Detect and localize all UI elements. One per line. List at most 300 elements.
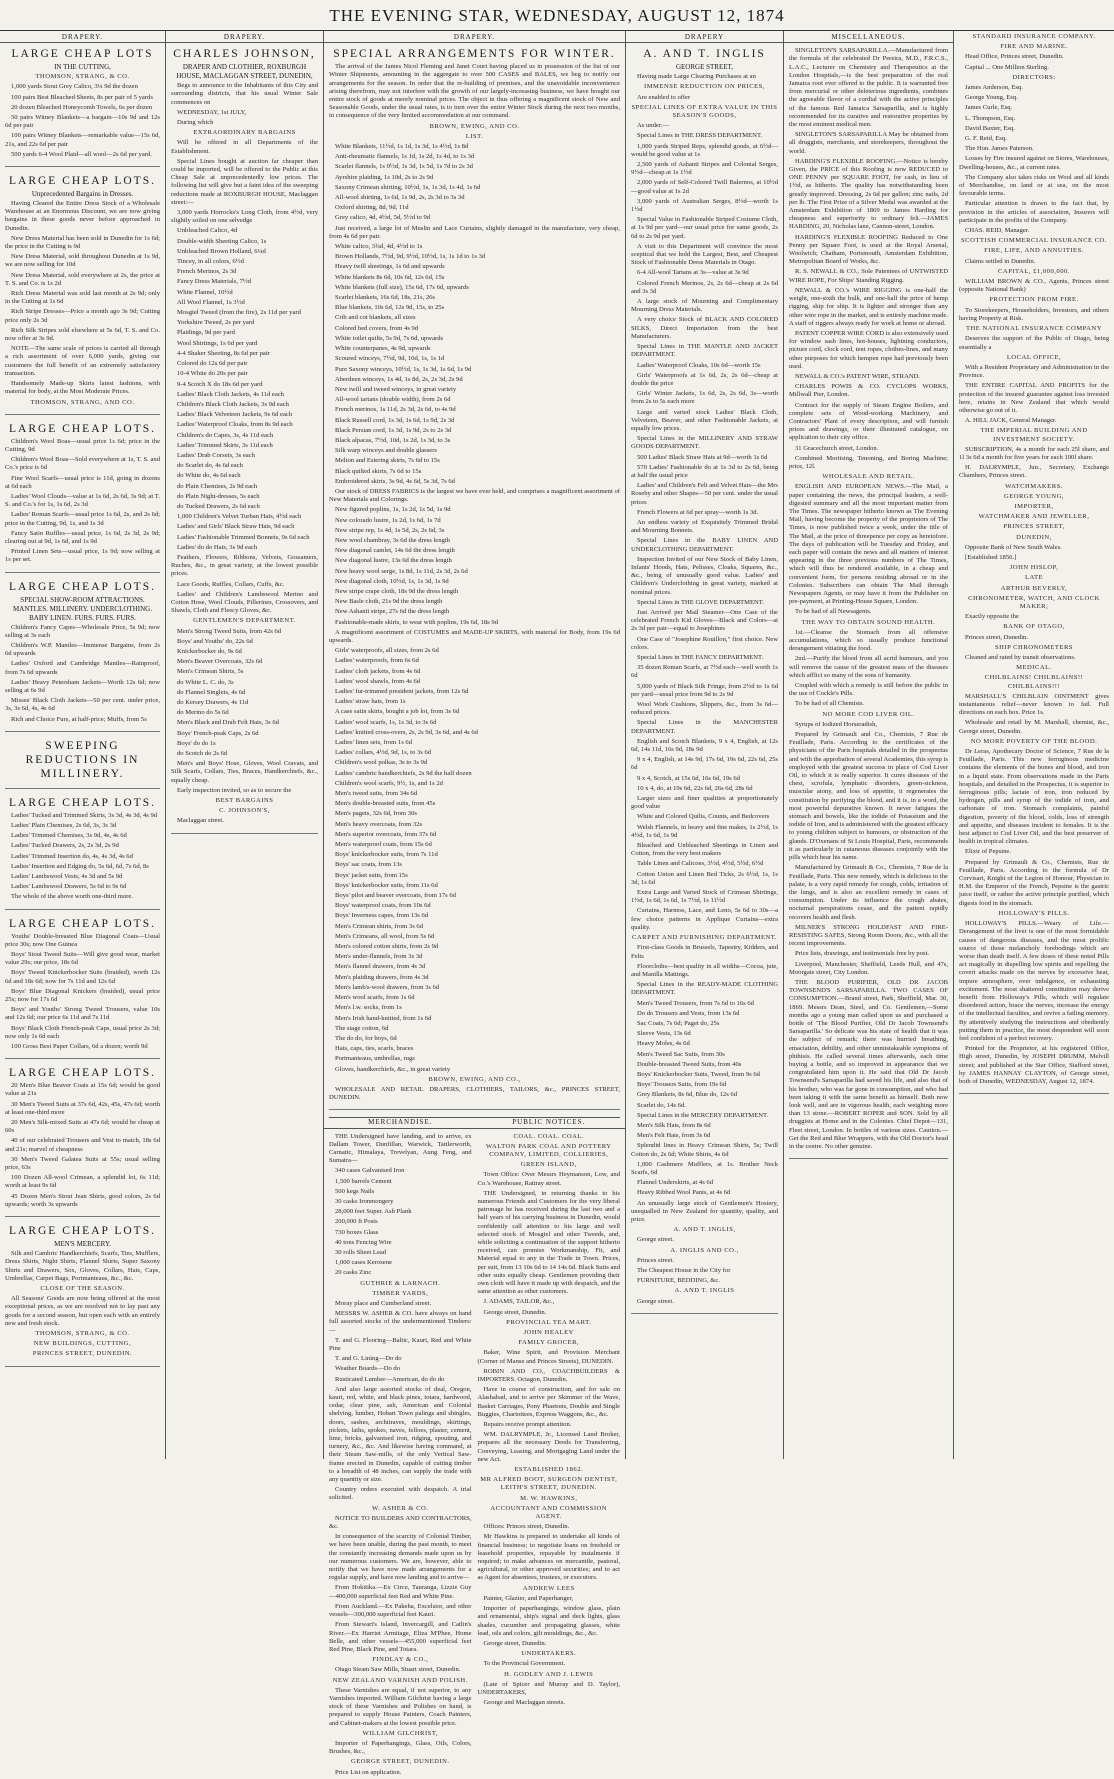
ad-line: IMMENSE REDUCTION ON PRICES,: [644, 83, 765, 91]
lower-right-section: [478, 1118, 621, 1778]
ad-line: Mosgiel Tweed (from the fire), 2s 11d per yard: [177, 309, 301, 317]
ad-line: Grey calico, 4d, 4½d, 5d, 5½d to 9d: [335, 214, 431, 222]
ad-line: IMPORTER,: [1014, 502, 1054, 510]
ad-line: 45 Dozen Men's Stout Jean Shirts, good colors, 2s 6d upwards; worth 3s upwards: [5, 1192, 160, 1208]
ad-line: Boys' jacket suits, from 15s: [335, 871, 408, 879]
ad-line: Rusticated Lumber—American, do do do: [335, 1375, 445, 1383]
ad-line: White toilet quilts, 5s 9d, 7s 6d, upwards: [335, 334, 444, 342]
ad-line: 28,000 feet Super. Ash Plank: [335, 1208, 412, 1216]
ad-title: SPECIAL ARRANGEMENTS FOR WINTER.: [333, 48, 616, 61]
ad-line: French merinos, 1s 11d, 2s 3d, 2s 6d, to 4s 9d: [335, 406, 456, 414]
ad-line: Unbleached Calico, 4d: [177, 227, 238, 235]
ad-line: Wool Shirtings, 1s 6d per yard: [177, 339, 258, 347]
ad-line: H. DALRYMPLE, Jun., Secretary, Exchange Chambers, Princes street.: [959, 464, 1109, 480]
ad-line: Heavy Ribbed Wool Pants, at 4s 6d: [637, 1189, 731, 1197]
ad-line: Painter, Glazier, and Paperhanger,: [483, 1594, 574, 1602]
ad-line: UNDERTAKERS.: [521, 1650, 577, 1658]
ad-line: 20 Men's Silk-mixed Suits at 47s 6d; would be cheap at 60s: [5, 1119, 160, 1135]
ad-line: As under:—: [637, 122, 670, 130]
ad-line: To the Provincial Government.: [483, 1660, 566, 1668]
ad-line: First-class Goods in Brussels, Tapestry, Kidders, and Felts: [631, 944, 778, 960]
ad-body: [789, 47, 948, 1151]
ad-line: George Young, Esq.: [965, 94, 1018, 102]
ad-line: 10-4 White do 20s per pair: [177, 370, 248, 378]
ad-line: Silk and Cambric Handkerchiefs, Scarfs, Ties, Mufflers, Dress Shirts, Night Shirts, Flannel Shirts, Super Saxony Shirts and Drawers, Sox, Gloves, Collars, Hats, Caps, Umbrellas, Carpet Bags, Portmanteaus, &c., &c.: [5, 1250, 160, 1282]
ad-line: From Hokitika.—Ex Circe, Tauranga, Lizzie Guy—400,000 superficial feet Red and White Pine.: [329, 1584, 472, 1600]
ad-line: Special Lines in THE GLOVE DEPARTMENT.: [637, 598, 764, 606]
ad-line: 2,000 yards of Self-Colored Twill Balernos, at 10½d—good value at 1s 2d: [631, 179, 778, 195]
ad-line: A. INGLIS AND CO.,: [670, 1246, 739, 1254]
ad-line: Men's colored cotton shirts, from 2s 9d: [335, 943, 439, 951]
ad-line: New twill and tweed winceys, in great variety: [335, 385, 457, 393]
ad-line: Portmanteaus, umbrellas, rugs: [335, 1055, 415, 1063]
ad-line: C. JOHNSON'S,: [219, 807, 270, 815]
ad-line: 9 x 4, Scotch, at 15s 6d, 16s 6d, 19s 6d: [637, 774, 740, 782]
ad-line: Hats, caps, ties, scarfs, braces: [335, 1045, 414, 1053]
ad-line: Larger sizes and finer qualities at proportionately good value: [631, 795, 778, 811]
ad-line: GENTLEMEN'S DEPARTMENT.: [193, 617, 296, 625]
ad-line: Children's wool scarfs, 9½, 1s, and 1s 2d: [335, 779, 443, 787]
ad-line: H. GODLEY AND J. LEWIS: [504, 1670, 594, 1678]
ad-line: Men's under-flannels, from 3s 3d: [335, 953, 423, 961]
ad-line: J. ADAMS, TAILOR, &c.,: [483, 1298, 555, 1306]
ad-line: Cotton Union and Linen Bed Ticks, 2s 6½d, 1s, 1s 3d, 1s 6d: [631, 870, 778, 886]
ad-subtitle: DRAPER AND CLOTHIER, ROXBURGH HOUSE, MACLAGGAN STREET, DUNEDIN,: [176, 63, 313, 81]
ad-line: THOMSON, STRANG, & CO.: [35, 1329, 130, 1337]
ad-line: Baker, Wine Spirit, and Provision Merchant (Corner of Manse and Princes Streets), DUNEDIN.: [477, 1349, 620, 1365]
ad-line: Sleeve Vests, 13s 6d: [637, 1030, 691, 1038]
advertisement: [5, 1224, 160, 1366]
ad-line: Capital ... One Million Sterling.: [965, 63, 1049, 71]
ad-line: Begs to announce to the Inhabitants of this City and surrounding districts, that his usual Winter Sale commences on: [171, 82, 318, 106]
ad-line: Boys' Trousers Suits, from 19s 6d: [637, 1081, 727, 1089]
ad-line: Boys' Black Cloth French-peak Caps, usual price 2s 3d; now only 1s 6d each: [5, 1024, 160, 1040]
ad-line: FIRE, LIFE, AND ANNUITIES.: [984, 247, 1084, 255]
ad-line: MILNER'S STRONG HOLDFAST AND FIRE-RESISTING SAFES, Strong Room Doors, &c., with all the recent improvements.: [789, 923, 948, 948]
ad-line: do White do, 4s 6d each: [177, 472, 241, 480]
ad-line: do Tucked Drawers, 2s 6d each: [177, 502, 260, 510]
ad-line: Ladies' wool shawls, from 4s 6d: [335, 677, 421, 685]
ad-line: Aberdeen winceys, 1s 4d, 1s 8d, 2s, 2s 3d, 2s 9d: [335, 375, 463, 383]
ad-line: Special Lines in the READY-MADE CLOTHING DEPARTMENT.: [631, 981, 778, 997]
ad-line: Men's l.w. socks, from 1s: [335, 1004, 402, 1012]
ad-body: [5, 438, 160, 565]
ad-line: NEW BUILDINGS, CUTTING,: [33, 1340, 132, 1348]
ad-line: Ladies' straw hats, from 1s: [335, 698, 406, 706]
ad-line: George street.: [637, 1297, 674, 1305]
ad-line: 4-4 Shaker Sheeting, 8s 6d per pair: [177, 349, 270, 357]
ad-line: All Wool Flannel, 1s 3½d: [177, 298, 245, 306]
ad-line: Children's do Capes, 3s, 4s 11d each: [177, 431, 274, 439]
ad-line: Men's double-breasted suits, from 45s: [335, 800, 436, 808]
ad-line: Exactly opposite the: [965, 613, 1019, 621]
ad-line: CHARLES POWIS & CO. CYCLOPS WORKS, Millwall Pier, London.: [789, 383, 948, 399]
ad-line: Men's Black and Drab Felt Hats, 3s 6d: [177, 719, 279, 727]
ad-line: HOLLOWAY'S PILLS.: [998, 909, 1070, 917]
ad-line: 31 Gracechurch street, London.: [795, 444, 879, 452]
ad-line: NEWALL & CO.'s PATENT WIRE, STRAND.: [795, 372, 921, 380]
ad-line: GREEN ISLAND,: [520, 1161, 577, 1169]
column-1: [0, 31, 166, 1459]
advertisement: [789, 47, 948, 1159]
ad-line: Boys' sac coats, from 13s: [335, 861, 402, 869]
ad-line: Men's Crimeans, all wool, from 5s 6d: [335, 932, 435, 940]
ad-line: Particular attention is drawn to the fact that, by provision in the articles of association, Insurers will participate in the profits of the Company.: [959, 200, 1109, 224]
ad-line: All Seasons' Goods are now being offered at the most exceptional prices, as we are resolved not to lay past any goods for a second season, but open each with an entirely new and fresh stock.: [5, 1295, 160, 1327]
ad-line: do Plain Night-dresses, 5s each: [177, 492, 260, 500]
ad-line: THE Undersigned have landing, and to arrive, ex Dallam Tower, Dunfillan, Warwick, Tattlerworth, Carnatic, Himalaya, Trevelyan, Aung Feng, and Sumatra—: [329, 1132, 472, 1165]
ad-line: Children's W.P. Mantles—Immense Bargains, from 2s 6d upwards: [5, 641, 160, 658]
ad-line: 5,000 yards of Black Silk Fringe, from 2½d to 1s 6d per yard—usual price from 9d to 2s 9d: [631, 682, 778, 698]
ad-line: Head Office, Princes street, Dunedin.: [965, 53, 1064, 61]
ad-line: do Merino do 5s 6d: [177, 709, 229, 717]
ad-line: New stripe rep, 1s 4d, 1s 5d, 2s, 2s 6d, 3s: [335, 526, 445, 534]
ad-line: HARDING'S FLEXIBLE ROOFING Reduced to One Penny per Square Foot, is used at the Royal Arsenal, Woolwich; Chatham, Portsmouth, Amsterdam Exhibition, Metropolitan Board of Works, &c.: [789, 233, 948, 266]
ad-line: 3,000 yards of Australian Serges, 8½d—worth 1s 1½d: [631, 197, 778, 214]
ad-line: Men's Crimean Shirts, 5s: [177, 668, 244, 676]
ad-line: Ladies' cambric handkerchiefs, 2s 9d the half dozen: [335, 769, 472, 777]
ad-line: THE BLOOD PURIFIER, OLD DR JACOB TOWNSEND'S SARSAPARILLA. TWO CASES OF CONSUMPTION.—Brand street, Park, Sheffield, Mar. 30, 1869. Messrs Dean, Steel, and Co. Gentlemen,—Some months ago a young man called upon us and purchased a bottle of 'The Blood Purifier, Old Dr Jacob Townsend's Sarsaparilla.' So delicate was his state of health that it was the subject of remark; there was hurried breathing, emaciation, debility, and other unmistakeable symptoms of phthisis. He called several times afterwards, each time buying a bottle, and so improved in appearance that we congratulated him upon it. He said that Old Dr Jacob Townsend's Sarsaparilla had saved his life, and also that of his brother, who was far gone in consumption, and who had been taking it with the same benefit as himself. Both now look well, and are in vigorous health, each weighing more than 13 stone.—ROBERT ROPER and SON. Sold by all druggists at Home and in the Colonies. Chief Depot—131, Fleet street, London. In bottles of various sizes. Caution.—Get the Red and Blue Wrappers, with the Old Doctor's head in the centre. No other genuine.: [789, 978, 948, 1150]
ad-line: NO MORE COD LIVER OIL.: [822, 710, 915, 718]
ad-line: The arrival of the James Nicol Fleming and Janet Court having placed us in possession of the list of our Winter Shipments, amounting in the aggregate to over 500 CASES and BALES, we beg to notify our arrangements for the season. In order that the re-building of premises, and the unavoidable inconvenience arising therefrom, may not interfere with the growth of our largely-increasing business, we have bought our entire stock of goods at merely nominal prices. The object in thus offering a magnificent stock of New and Seasonable Goods, under the usual rates, is to turn over the entire Winter Stock during the next two months, in consequence of the very limited accommodation at our command.: [329, 63, 620, 120]
ad-line: George street, Dunedin.: [483, 1308, 547, 1316]
ad-title: LARGE CHEAP LOTS.: [9, 917, 156, 930]
ad-line: Cleaned and rated by transit observations.: [965, 654, 1076, 661]
ad-line: A visit to this Department will convince the most sceptical that we hold the Largest, Best, and Cheapest Stock of Fashionable Dress Materials in Otago.: [631, 242, 778, 267]
ad-line: Early inspection invited, so as to secure the: [177, 786, 292, 794]
ad-line: 50 pairs Witney Blankets—a bargain—10s 9d and 12s 6d per pair: [5, 114, 160, 130]
ad-line: Feathers, Flowers, Ribbons, Velvets, Gossamers, Ruches, &c., in great variety, at the lowest possible prices.: [171, 553, 318, 578]
ad-line: [Established 1856.]: [965, 553, 1017, 561]
ad-line: Colored French Merinos, 2s, 2s 6d—cheap at 2s 6d and 3s 3d: [631, 279, 778, 295]
ad-line: Do do Trousers and Vests, from 13s 6d: [637, 1009, 740, 1017]
ad-line: Price lists, drawings, and testimonials free by post.: [795, 950, 930, 958]
ad-line: In consequence of the scarcity of Colonial Timber, we have been unable, during the past month, to meet the constantly increasing demands made upon us by our numerous customers. We are, however, able to notify that we have now made arrangements for a regular supply, and have now landing and to arrive—: [329, 1533, 472, 1582]
ad-title: LARGE CHEAP LOTS.: [9, 175, 156, 188]
ad-line: 1,000 yards Striped Reps, splendid goods, at 6½d—would be good value at 1s: [631, 142, 778, 158]
ad-line: An endless variety of Exquisitely Trimmed Bridal and Mourning Bonnets.: [631, 518, 778, 535]
advertisement: [5, 1066, 160, 1217]
ad-line: CLOSE OF THE SEASON.: [40, 1284, 125, 1292]
ad-title: LARGE CHEAP LOTS.: [9, 580, 156, 593]
ad-line: 10 x 4, do, at 19s 6d, 22s 6d, 26s 6d, 28s 6d: [637, 784, 753, 792]
ad-line: Children's wool polkas, 3s to 3s 9d: [335, 759, 428, 767]
ad-line: LIST.: [465, 132, 484, 140]
ad-line: THE NATIONAL INSURANCE COMPANY: [966, 325, 1102, 333]
column-heading: MISCELLANEOUS.: [784, 33, 953, 43]
ad-line: A. HILL JACK, General Manager.: [965, 417, 1057, 425]
ad-line: Yorkshire Tweed, 2s per yard: [177, 319, 255, 327]
ad-line: WATCHMAKERS.: [1005, 482, 1063, 490]
ad-line: New wool chambray, 3s 6d the dress length: [335, 536, 450, 544]
ad-line: White counterpanes, 4s 9d, upwards: [335, 345, 431, 353]
ad-line: Ladies' Tucked Drawers, 2s, 2s 3d, 2s 9d: [11, 842, 119, 850]
ad-line: Ladies' and Girls' Black Straw Hats, 9d each: [177, 523, 295, 531]
ad-body: [5, 1082, 160, 1209]
ad-line: New Dress Material has been sold in Dunedin for 1s 6d; the price in the Cutting is 9d: [5, 234, 160, 251]
ad-line: Rich Silk Stripes sold elsewhere at 5s 6d, T. S. and Co. now offer at 3s 9d.: [5, 326, 160, 343]
ad-line: 40 of our celebrated Trousers and Vest to match, 18s 6d and 21s; marvel of cheapness: [5, 1137, 160, 1153]
ad-line: 6-4 All-wool Tartans at 3s—value at 3s 9d: [637, 269, 749, 277]
advertisement: [5, 796, 160, 910]
ad-line: GUTHRIE & LARNACH.: [360, 1279, 441, 1287]
ad-line: 30 Men's Tweed Suits at 37s 6d, 42s, 45s, 47s 6d; worth at least one-third more: [5, 1100, 160, 1116]
ad-line: Tincey, in all colors, 6½d: [177, 258, 244, 266]
ad-line: Weather Boards—Do do: [335, 1365, 401, 1373]
ad-line: Anti-rheumatic flannels, 1s 1d, 1s 2d, 1s 4d, to 1s 3d: [335, 153, 475, 161]
ad-line: Princes street, Dunedin.: [965, 633, 1028, 641]
ad-line: Men's waterproof coats, from 15s 6d: [335, 841, 432, 849]
ad-line: Ladies' wool scarfs, 1s, 1s 3d, to 3s 6d: [335, 718, 437, 726]
ad-line: 500 Ladies' Black Straw Hats at 9d—worth 1s 6d: [637, 453, 768, 461]
advertisement: [5, 422, 160, 573]
ad-line: WILLIAM BROWN & CO., Agents, Princes street (opposite National Bank): [959, 278, 1109, 294]
ad-line: do Scotch do 2s 6d: [177, 750, 228, 758]
ad-line: 1,000 Children's Velvet Turban Hats, 4½d each: [177, 513, 302, 521]
ad-line: JOHN HEALEY: [523, 1329, 574, 1336]
ad-line: New Basle cloth, 21s 9d the dress length: [335, 598, 443, 606]
ad-line: Table Linen and Calicoes, 3½d, 4½d, 5½d, 6½d: [637, 860, 764, 868]
ad-line: 100 pairs Witney Blankets—remarkable value—15s 6d, 21s, and 22s 6d per pair: [5, 132, 160, 148]
ad-line: Combined Mortising, Tenoning, and Boring Machine; price, 12l.: [789, 454, 948, 470]
ad-line: Ladies' Insertion and Edging do, 5s 6d, 6d, 7s 6d, 8s: [11, 862, 149, 870]
ad-line: 1,000 Cashmere Mufflers, at 1s. Brother Neck Scarfs, 6d: [631, 1160, 778, 1176]
ad-line: Boys' Stout Tweed Suits—Will give good wear, market value 29s; our price, 18s 6d: [5, 951, 160, 967]
ad-line: Welsh Flannels, in heavy and fine makes, 1s 2½d, 1s 4½d, 1s 6d, 1s 9d: [631, 823, 778, 839]
ad-line: Ladies' Trimmed Insertion do, 4s, 4s 3d, 4s 6d: [11, 852, 133, 860]
ad-line: To be had of all Chemists.: [795, 700, 865, 708]
ad-line: 30 Men's Tweed Galatea Suits at 55s; usual selling price, 63s: [5, 1155, 160, 1172]
ad-line: Ladies' Lambswool Vests, 4s 3d and 5s 9d: [11, 873, 123, 880]
ad-line: White Blankets, 11½d, 1s 1d, 1s 3d, 1s 4½d, 1s 8d: [335, 143, 469, 151]
advertisement: [171, 47, 318, 833]
ad-line: 1,000 yards Stout Grey Calico, 3¼ 9d the dozen: [11, 83, 138, 91]
ad-line: Scarlet blankets, 16s 6d, 18s, 21s, 26s: [335, 294, 435, 302]
ad-line: BANK OF OTAGO,: [1003, 623, 1065, 631]
ad-line: With a Resident Proprietary and Administration in the Province.: [959, 363, 1109, 380]
ad-line: Pure Saxony winceys, 10½d, 1s, 1s 3d, 1s 6d, 1s 9d: [335, 365, 472, 373]
ad-body: [5, 73, 160, 159]
ad-line: Scarlet flannels, 1s 0½d, 1s 3d, 1s 5d, 1s 7d to 2s 3d: [335, 163, 473, 171]
ad-title: LARGE CHEAP LOTS.: [9, 422, 156, 435]
ad-line: Plaidings, 9d per yard: [177, 329, 235, 337]
ad-line: THE ENTIRE CAPITAL AND PROFITS for the protection of the insured guarantee against loss invested here, retains in New Zealand that which would otherwise go out of it.: [959, 382, 1109, 414]
ad-line: Men's flannel drawers, from 4s 3d: [335, 963, 426, 971]
advertisement: [5, 174, 160, 415]
ad-line: New colorado lustre, 1s 2d, 1s 6d, 1s 7d: [335, 516, 441, 524]
ad-line: CAPITAL, £1,000,000.: [998, 267, 1070, 275]
ad-line: WATCHMAKER AND JEWELLER,: [978, 513, 1090, 521]
ad-line: Girls' Waterproofs at 1s 6d, 2s, 2s 6d—cheap at double the price: [631, 371, 778, 387]
ad-line: Girls' Winter Jackets, 1s 6d, 2s, 2s 6d, 3s—worth from 2s to 5s each more: [631, 390, 778, 406]
ad-line: Having made Large Clearing Purchases at an: [637, 73, 756, 81]
ad-line: Boys' Blue Diagonal Knickers (braided), usual price 25s; now for 17s 6d: [5, 987, 160, 1004]
ad-body: [171, 82, 318, 825]
ad-body: [5, 1250, 160, 1358]
ad-line: Embroidered skirts, 3s 9d, 4s 6d, 5s 3d, 7s 6d: [335, 477, 455, 485]
ad-line: Rich Dress Material was sold last month at 2s 9d; only in the Cutting at 1s 6d: [5, 290, 160, 306]
ad-line: WM. DALRYMPLE, Jr., Licensed Land Broker, prepares all the necessary Deeds for Transferring, Conveying, Leasing, and Mortgaging Land under the new Act.: [477, 1431, 620, 1463]
lower-left-section: [329, 1118, 472, 1778]
ad-line: Black alpacas, 7½d, 10d, 1s 2d, 1s 3d, to 3s: [335, 436, 451, 444]
ad-line: Sac Coats, 7s 6d; Paget do, 25s: [637, 1019, 720, 1027]
ad-line: Boys' pilot and beaver overcoats, from 17s 6d: [335, 892, 456, 900]
ad-line: Special Lines bought at auction far cheaper than could be imported, will be offered to the Public at this Cheap Sale at unprecedentedly low prices. The following list will give but a faint idea of the sweeping reductions made at ROXBURGH HOUSE, Maclaggan street:—: [171, 157, 318, 206]
ad-line: PROTECTION FROM FIRE.: [989, 296, 1079, 304]
ad-line: Repairs receive prompt attention.: [483, 1421, 572, 1429]
ad-line: Men's heavy overcoats, from 32s: [335, 820, 423, 828]
ad-line: 1,500 barrels Cement: [335, 1177, 392, 1185]
ad-line: NEWALL & CO.'s WIRE RIGGING is one-half the weight, one-sixth the bulk, and one-half the price of hemp rigging, ship for ship. It is lighter and stronger than any other wire rope in the market, and is entirely machine made. A staff of riggers always ready for work at home or abroad.: [789, 286, 948, 327]
ad-line: White blankets (full size), 15s 6d, 17s 6d, upwards: [335, 283, 469, 291]
ad-line: A case satin skirts, bought a job lot, from 3s 6d: [335, 708, 460, 716]
ad-title: CHARLES JOHNSON,: [173, 48, 316, 61]
ad-line: TIMBER YARDS,: [372, 1289, 429, 1297]
ad-body: [5, 624, 160, 724]
advertisement: [5, 580, 160, 732]
ad-line: Boys' Knickerbocker Suits, Tweed, from 9s 6d: [637, 1070, 760, 1078]
ad-line: MEDICAL.: [1016, 664, 1052, 672]
ad-line: 20 Men's Blue Beaver Coats at 15s 6d; would be good value at 21s: [5, 1082, 160, 1098]
ad-line: Men's Felt Hats, from 3s 6d: [637, 1132, 711, 1140]
ad-line: 30 casks Ironmongery: [335, 1197, 394, 1205]
ad-line: 730 boxes Glass: [335, 1228, 379, 1236]
ad-line: Wool Work Cushions, Slippers, &c., from 3s 6d—reduced prices.: [631, 701, 778, 717]
ad-line: Scarlet do, 14s 6d.: [637, 1101, 686, 1109]
ad-line: During which: [177, 119, 214, 127]
ad-line: Importer of Paperhangings, Glass, Oils, Colors, Brushes, &c.,: [329, 1739, 472, 1756]
ad-line: Men's Tweed Trousers, from 7s 6d to 16s 6d: [637, 999, 754, 1007]
ad-line: R. S. NEWALL & CO., Sole Patentees of UNTWISTED WIRE ROPE, For Ships' Standing Rigging.: [789, 268, 948, 284]
ad-line: And also large assorted stocks of deal, Oregon, kauri, red, white, and black pines, totara, hardwood, cedar, clear pine, ash, American and Colonial shelving, lumber, Hobart Town palings and shingles, doors, sashes, architraves, mouldings, skirtings, pickets, laths, spokes, naves, felloes, plaster, cement, lime, bricks, galvanised iron, ridging, spouting, and turnery, &c., &c. And likewise having command, at their Steam Saw-mills, of the only Vertical Saw-frame erected in Dunedin, capable of cutting timber to a breadth of 48 inches, can supply the trade with any quantity or size.: [329, 1385, 472, 1484]
ad-line: Men's plaiding drawers, from 4s 3d: [335, 973, 429, 981]
ad-line: The Hon. James Paterson.: [965, 145, 1034, 153]
ad-line: Contract for the supply of Steam Engine Boilers, and complete sets of Wood-working Machinery, and Contractors' Plant of every description, and will furnish prices and drawings, or their illustrated catalogue, on application to their city office.: [789, 401, 948, 442]
ad-line: LATE: [1024, 574, 1044, 582]
ad-line: Men's lamb's-wool drawers, from 3s 6d: [335, 983, 440, 991]
ad-line: Ladies' waterproofs, from 6s 6d: [335, 657, 419, 665]
ad-line: Silk warp winceys and double glassers: [335, 447, 438, 455]
ad-line: 2nd.—Purify the blood from all acrid humours, and you will remove the cause of the greatest mass of the diseases which afflict so many of the sons of humanity.: [789, 655, 948, 679]
ad-line: Men's Strong Tweed Suits, from 42s 6d: [177, 627, 282, 635]
ad-line: Grey Blankets, 8s 6d, Blue do, 12s 6d: [637, 1091, 737, 1099]
ad-line: Deserves the support of the Public of Otago, being essentially a: [959, 335, 1109, 351]
ad-line: 340 cases Galvanised Iron: [335, 1167, 405, 1175]
ad-line: Our stock of DRESS FABRICS is the largest we have ever held, and comprises a magnificent assortment of New Materials and Colorings.: [329, 487, 620, 504]
ad-line: Princes street.: [637, 1256, 674, 1264]
ad-line: Coupled with which a remedy is still before the public in the use of Cockle's Pills.: [789, 682, 948, 698]
ad-line: Men's Tweed Sac Suits, from 30s: [637, 1050, 725, 1058]
ad-line: Children's Wool Boas—Sold everywhere at 1s, T. S. and Co.'s price is 6d: [5, 456, 160, 472]
ad-line: ANDREW LEES: [522, 1584, 575, 1592]
ad-line: ACCOUNTANT AND COMMISSION AGENT.: [490, 1504, 608, 1521]
ad-line: ESTABLISHED 1862.: [514, 1466, 584, 1474]
ad-line: SHIP CHRONOMETERS: [994, 643, 1074, 651]
ad-line: Ladies' Waterproof Cloaks, 10s 6d—worth 15s: [637, 361, 761, 369]
ad-line: Ladies' linen sets, from 1s 6d: [335, 739, 413, 747]
ad-line: Youths' Double-breasted Blue Diagonal Coats—Usual price 30s; now One Guinea: [5, 932, 160, 948]
ad-line: BROWN, EWING, AND CO.,: [428, 1075, 521, 1083]
ad-line: Inspection Invited of our New Stock of Baby Linen, Infants' Hoods, Hats, Pelisses, Cloaks, Squares, &c., &c., being of unusually good value. Ladies' and Children's Underclothing in great variety, marked at nominal prices.: [631, 555, 778, 596]
ad-line: Price List on application.: [335, 1768, 402, 1776]
ad-line: French Flowers at 6d per spray—worth 1s 3d.: [637, 508, 759, 516]
ad-subtitle: GEORGE STREET,: [675, 63, 734, 72]
advertisement: [5, 917, 160, 1060]
ad-line: A very choice Stock of BLACK AND COLORED SILKS, Direct Importation from the best Manufacturers.: [631, 316, 778, 340]
ad-subtitle: SPECIAL SHOW-ROOM ATTRACTIONS. MANTLES. MILLINERY. UNDERCLOTHING. BABY LINEN. FURS. FURS. FURS.: [13, 595, 152, 622]
newspaper-title: THE EVENING STAR, WEDNESDAY, AUGUST 12, 1874: [329, 6, 785, 25]
ad-line: ROBIN AND CO., COACHBUILDERS & IMPORTERS. Octagon, Dunedin.: [477, 1367, 620, 1384]
ad-line: NO MORE POVERTY OF THE BLOOD.: [970, 737, 1098, 745]
ad-line: SUBSCRIPTION, 4s a month for each 25l share, and 1l 3s 6d a month for five years for each 100l share.: [959, 445, 1109, 461]
ad-line: 9 x 4, English, at 14s 9d, 17s 6d, 19s 6d, 22s 6d, 25s 6d: [631, 756, 778, 772]
ad-line: Heavy twill sheetings, 1s 6d and upwards: [335, 263, 445, 271]
ad-line: 200,000 ft Posts: [335, 1218, 378, 1226]
ad-line: Special Lines in the MILLINERY AND STRAW GOODS DEPARTMENT.: [631, 435, 778, 451]
column-5: [784, 31, 954, 1459]
ad-line: An unusually large stock of Gentlemen's Hosiery, unequalled in New Zealand for quantity, quality, and price.: [631, 1199, 778, 1223]
ad-line: One Case of "Josephine Rouillon," first choice. New colors.: [631, 635, 778, 651]
ad-line: Extra Large and Varied Stock of Crimean Shirtings, 1½d, 1s 6d, 1s 6d, 1s 7½d, 1s 11½d: [631, 889, 778, 905]
ad-line: Prepared by Grimault and Co., Chemists, 7 Rue de Feuillade, Paris. According to the certificates of the physicians of the Paris hospitals detailed in the prospectus and with the approbation of several Academies, this syrup is employed with the greatest success in place of Cod Liver Oil, to which it is really superior. It cures diseases of the chest, scrofula, lymphatic disorders, green-sickness, muscular atony, and loss of appetite, it regenerates the constitution by purifying the blood, and it is, in a word, the most powerful depurative known. It never fatigues the stomach and bowels, like the iodide of Potassium and the iodide of Iron, and is administered with the greatest efficacy to young children subject to humours, or obstruction of the glands. D'Oxenans of St Louis Hospital, Paris, recommends it as particularly in cutaneous diseases conjointly with the pills which bear his name.: [789, 731, 948, 862]
ad-line: 500 yards 6-4 Wool Plaid—all wool—2s 6d per yard.: [11, 150, 152, 158]
ad-line: All-wool tartans (double width), from 2s 6d: [335, 396, 451, 404]
ad-body: [631, 73, 778, 1306]
ad-line: NOTE—The same scale of prices is carried all through a rich assortment of over 6,000 yards, giving our customers the full benefit of an extremely satisfactory transaction.: [5, 345, 160, 377]
ad-line: 35 dozen Roman Scarfs, at 7½d each—well worth 1s 6d: [631, 664, 778, 680]
ad-line: Blue blankets, 10s 6d, 12s 9d, 15s, to 25s: [335, 304, 445, 312]
ad-line: G. F. Reid, Esq.: [965, 135, 1007, 143]
ad-line: STANDARD INSURANCE COMPANY.: [972, 33, 1096, 40]
ad-title: LARGE CHEAP LOTS.: [9, 1067, 156, 1080]
ad-line: PATENT COPPER WIRE CORD is also extensively used for window sash lines, hot-houses, lightning conductors, picture cord, clock cord, tent ropes, clothes-lines, and many other purposes for which hempen rope had previously been used.: [789, 329, 948, 370]
ad-line: All-wool shirting, 1s 6d, 1s 9d, 2s, 2s 3d to 3s 3d: [335, 194, 465, 202]
ad-line: Ladies' Tucked and Trimmed Skirts, 3s 3d, 4s 3d, 4s 9d: [11, 811, 158, 819]
ad-line: Gloves, handkerchiefs, &c., in great variety: [335, 1065, 451, 1073]
ad-line: Boys' and Youths' do, 22s 6d: [177, 637, 253, 645]
ad-line: To be had of all Newsagents.: [795, 608, 872, 616]
section-heading: PUBLIC NOTICES.: [473, 1118, 626, 1128]
ad-line: Syrups of Iodized Horseradish,: [795, 720, 878, 728]
ad-line: CHILBLAINS! CHILBLAINS!! CHILBLAINS!!!: [984, 674, 1084, 690]
ad-line: GEORGE STREET, DUNEDIN.: [350, 1758, 450, 1766]
ad-line: New heavy wool serge, 1s 8d, 1s 11d, 2s 3d, 2s 6d: [335, 567, 468, 575]
lower-section: [329, 1117, 620, 1778]
ad-line: Claims settled in Dunedin.: [965, 257, 1036, 265]
ad-line: Boys' do do 1s: [177, 739, 216, 747]
ad-line: Crib and cot blankets, all sizes: [335, 314, 416, 322]
ad-line: From Auckland.—Ex Pakeha, Excelsior, and other vessels—300,000 superficial feet Kauri.: [329, 1602, 472, 1619]
ad-body: [5, 933, 160, 1052]
ad-line: Country orders executed with despatch. A trial solicited.: [329, 1486, 472, 1502]
ad-line: Men's pagets, 32s 6d, from 30s: [335, 810, 417, 818]
ad-line: Ladies' and Children's Lambswool Merino and Cotton Hose, Wool Clouds, Pillerines, Crossovers, and Shawls, Cloth and Fleecy Gloves, &c.: [171, 590, 318, 615]
advertisement: [329, 47, 620, 1110]
ad-line: Ladies' Black Velveteen Jackets, 9s 6d each: [177, 411, 293, 419]
ad-line: Men's and Boys' Hose, Gloves, Wool Cravats, and Silk Scarfs, Collars, Ties, Braces, Handkerchiefs, &c., equally cheap.: [171, 760, 318, 784]
ad-line: Men's Silk Hats, from 8s 6d: [637, 1121, 711, 1129]
ad-line: Unbleached Brown Holland, 6¼d: [177, 247, 266, 255]
ad-line: Importer of paperhangings, window glass, plain and ornamental, ship's signal and deck lights, glass shades, cucumber and propagating glasses, white lead, oils and colors, gilt mouldings, &c., &c.: [477, 1605, 620, 1637]
ad-line: do Plain Chemises, 2s 9d each: [177, 482, 258, 490]
ad-line: Bleached and Unbleached Sheetings in Linen and Cotton, from the very best makers: [631, 842, 778, 858]
ad-line: JOHN HISLOP,: [1009, 564, 1059, 572]
ad-line: New stripe crape cloth, 18s 9d the dress length: [335, 587, 459, 595]
ad-line: Men's wool scarfs, from 1s 6d: [335, 994, 415, 1002]
ad-line: SCOTTISH COMMERCIAL INSURANCE CO.: [961, 237, 1107, 245]
ad-line: THOMSON, STRANG, AND CO.: [30, 398, 135, 406]
ad-line: Boys' Tweed Knickerbocker Suits (braided), worth 12s 6d and 18s 6d; now for 7s 11d and 12s 6d: [5, 969, 160, 985]
